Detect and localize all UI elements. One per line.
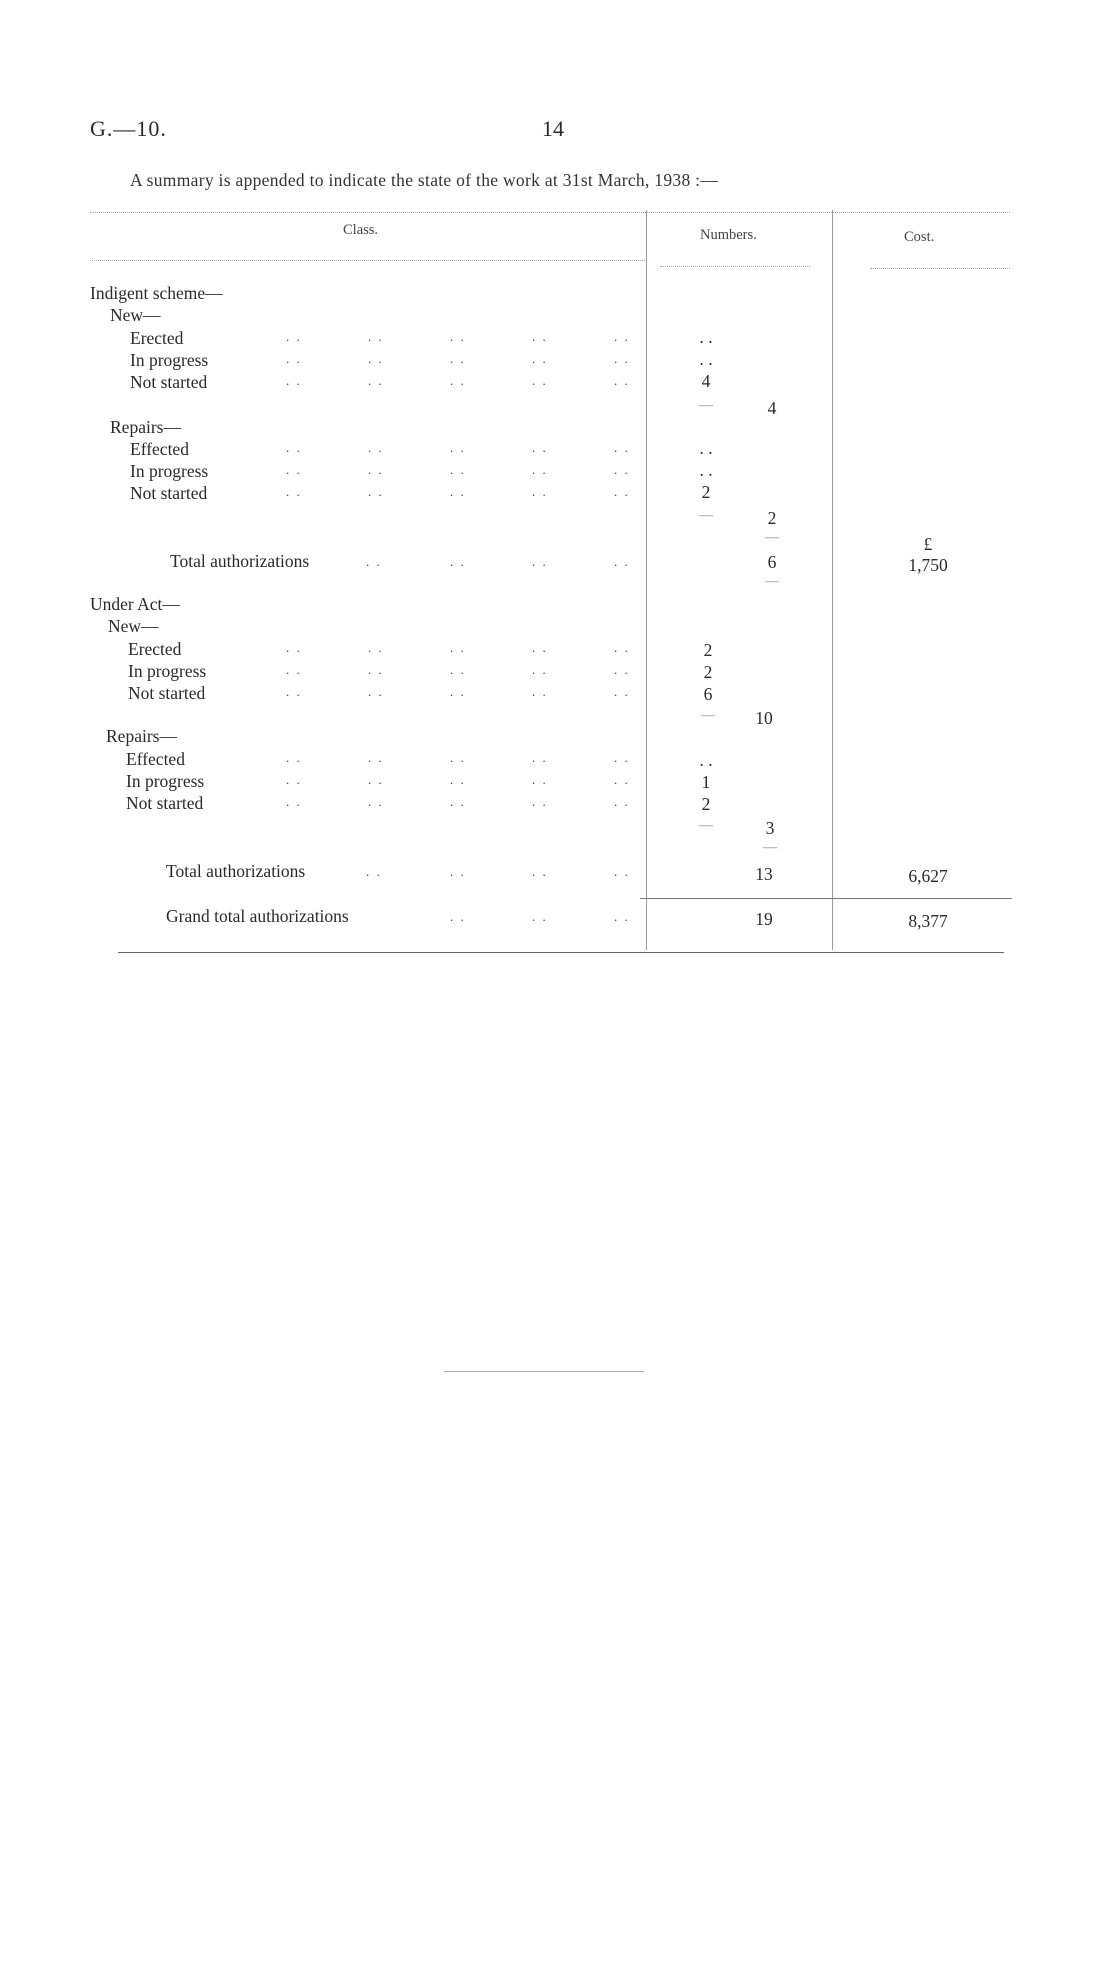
- row-label: In progress: [130, 461, 209, 481]
- section-heading-under-act: Under Act—: [90, 594, 180, 614]
- total-dash: —: [765, 530, 779, 545]
- leader-dot: . .: [450, 864, 466, 879]
- leader-dot: . .: [368, 662, 384, 677]
- total-number: 13: [755, 864, 773, 884]
- leader-dot: . .: [532, 440, 548, 455]
- column-header-numbers: Numbers.: [700, 227, 757, 243]
- subtotal-value: 10: [755, 708, 773, 728]
- leader-dot: . .: [368, 684, 384, 699]
- leader-dot: . .: [286, 373, 302, 388]
- leader-dot: . .: [450, 909, 466, 924]
- total-label: Total authorizations: [166, 861, 306, 881]
- row-value: 6: [703, 684, 713, 704]
- row-label: Not started: [128, 683, 206, 703]
- leader-dot: . .: [614, 462, 630, 477]
- row-label: Effected: [130, 439, 189, 459]
- leader-dot: . .: [614, 772, 630, 787]
- total-dash: —: [765, 574, 779, 589]
- leader-dot: . .: [532, 909, 548, 924]
- row-label: Not started: [130, 372, 208, 392]
- leader-dot: . .: [286, 772, 302, 787]
- leader-dot: . .: [450, 440, 466, 455]
- subheading-repairs: Repairs—: [110, 417, 181, 437]
- row-label: Not started: [126, 793, 204, 813]
- subtotal-value: 3: [765, 818, 775, 838]
- grand-total-label: Grand total authorizations: [166, 906, 349, 926]
- subtotal-dash: —: [699, 508, 713, 523]
- grand-total-rule: [640, 898, 1012, 899]
- leader-dot: . .: [614, 373, 630, 388]
- leader-dot: . .: [614, 750, 630, 765]
- leader-dot: . .: [286, 351, 302, 366]
- row-value: 2: [703, 662, 713, 682]
- leader-dot: . .: [286, 462, 302, 477]
- leader-dot: . .: [368, 484, 384, 499]
- leader-dot: . .: [450, 640, 466, 655]
- leader-dot: . .: [450, 373, 466, 388]
- row-value: 4: [701, 371, 711, 391]
- leader-dot: . .: [614, 864, 630, 879]
- document-code: G.—10.: [90, 116, 167, 141]
- leader-dot: . .: [286, 794, 302, 809]
- subtotal-value: 4: [767, 398, 777, 418]
- grand-total-number: 19: [755, 909, 773, 929]
- row-label: Effected: [126, 749, 185, 769]
- leader-dot: . .: [368, 440, 384, 455]
- end-separator: [444, 1371, 644, 1372]
- leader-dot: . .: [614, 440, 630, 455]
- leader-dot: . .: [532, 329, 548, 344]
- row-value: 2: [701, 794, 711, 814]
- leader-dot: . .: [286, 662, 302, 677]
- row-label: Not started: [130, 483, 208, 503]
- total-number: 6: [767, 552, 777, 572]
- section-heading-indigent: Indigent scheme—: [90, 283, 223, 303]
- leader-dot: . .: [450, 554, 466, 569]
- column-divider-numbers: [646, 210, 647, 950]
- leader-dot: . .: [614, 484, 630, 499]
- leader-dot: . .: [532, 794, 548, 809]
- leader-dot: . .: [450, 684, 466, 699]
- leader-dot: . .: [532, 864, 548, 879]
- leader-dot: . .: [532, 462, 548, 477]
- leader-dot: . .: [286, 750, 302, 765]
- total-cost: 6,627: [908, 866, 948, 886]
- leader-dot: . .: [614, 640, 630, 655]
- leader-dot: . .: [614, 684, 630, 699]
- column-header-cost: Cost.: [904, 229, 935, 245]
- leader-dot: . .: [532, 484, 548, 499]
- leader-dot: . .: [532, 373, 548, 388]
- leader-dot: . .: [450, 794, 466, 809]
- leader-dot: . .: [614, 662, 630, 677]
- leader-dot: . .: [368, 462, 384, 477]
- table-bottom-rule: [118, 952, 1004, 953]
- row-value: . .: [699, 460, 713, 480]
- grand-total-cost: 8,377: [908, 911, 948, 931]
- leader-dot: . .: [532, 554, 548, 569]
- leader-dot: . .: [450, 750, 466, 765]
- leader-dot: . .: [614, 329, 630, 344]
- leader-dot: . .: [614, 351, 630, 366]
- leader-dot: . .: [368, 640, 384, 655]
- leader-dot: . .: [450, 329, 466, 344]
- leader-dot: . .: [286, 440, 302, 455]
- total-label: Total authorizations: [170, 551, 310, 571]
- leader-dot: . .: [368, 772, 384, 787]
- table-top-rule: [90, 212, 1010, 213]
- leader-dot: . .: [368, 794, 384, 809]
- row-value: 1: [701, 772, 711, 792]
- column-divider-cost: [832, 210, 833, 950]
- subtotal-dash: —: [701, 708, 715, 723]
- leader-dot: . .: [614, 909, 630, 924]
- row-label: In progress: [130, 350, 209, 370]
- leader-dot: . .: [532, 750, 548, 765]
- row-value: . .: [699, 750, 713, 770]
- currency-symbol: £: [923, 534, 933, 554]
- page-number: 14: [542, 116, 564, 141]
- leader-dot: . .: [368, 351, 384, 366]
- row-value: 2: [701, 482, 711, 502]
- column-header-class: Class.: [343, 222, 379, 238]
- row-value: . .: [699, 349, 713, 369]
- leader-dot: . .: [614, 554, 630, 569]
- leader-dot: . .: [532, 772, 548, 787]
- leader-dot: . .: [532, 662, 548, 677]
- leader-dot: . .: [286, 640, 302, 655]
- numbers-header-rule: [660, 266, 810, 267]
- leader-dot: . .: [532, 351, 548, 366]
- leader-dot: . .: [450, 351, 466, 366]
- leader-dot: . .: [366, 554, 382, 569]
- subtotal-dash: —: [699, 398, 713, 413]
- row-label: Erected: [128, 639, 182, 659]
- intro-sentence: A summary is appended to indicate the state of the work at 31st March, 1938 :—: [130, 170, 719, 190]
- row-value: . .: [699, 438, 713, 458]
- leader-dot: . .: [614, 794, 630, 809]
- subheading-new: New—: [110, 305, 161, 325]
- leader-dot: . .: [286, 684, 302, 699]
- leader-dot: . .: [450, 662, 466, 677]
- leader-dot: . .: [450, 772, 466, 787]
- leader-dot: . .: [286, 484, 302, 499]
- cost-header-rule: [870, 268, 1010, 269]
- class-header-rule: [90, 260, 645, 261]
- row-value: 2: [703, 640, 713, 660]
- leader-dot: . .: [450, 484, 466, 499]
- leader-dot: . .: [286, 329, 302, 344]
- leader-dot: . .: [368, 329, 384, 344]
- total-dash: —: [763, 840, 777, 855]
- subtotal-dash: —: [699, 818, 713, 833]
- total-cost: 1,750: [908, 555, 948, 575]
- leader-dot: . .: [366, 864, 382, 879]
- subtotal-value: 2: [767, 508, 777, 528]
- leader-dot: . .: [450, 462, 466, 477]
- leader-dot: . .: [532, 684, 548, 699]
- row-label: In progress: [128, 661, 207, 681]
- row-label: Erected: [130, 328, 184, 348]
- row-label: In progress: [126, 771, 205, 791]
- subheading-new: New—: [108, 616, 159, 636]
- row-value: . .: [699, 327, 713, 347]
- leader-dot: . .: [532, 640, 548, 655]
- leader-dot: . .: [368, 373, 384, 388]
- leader-dot: . .: [368, 750, 384, 765]
- subheading-repairs: Repairs—: [106, 726, 177, 746]
